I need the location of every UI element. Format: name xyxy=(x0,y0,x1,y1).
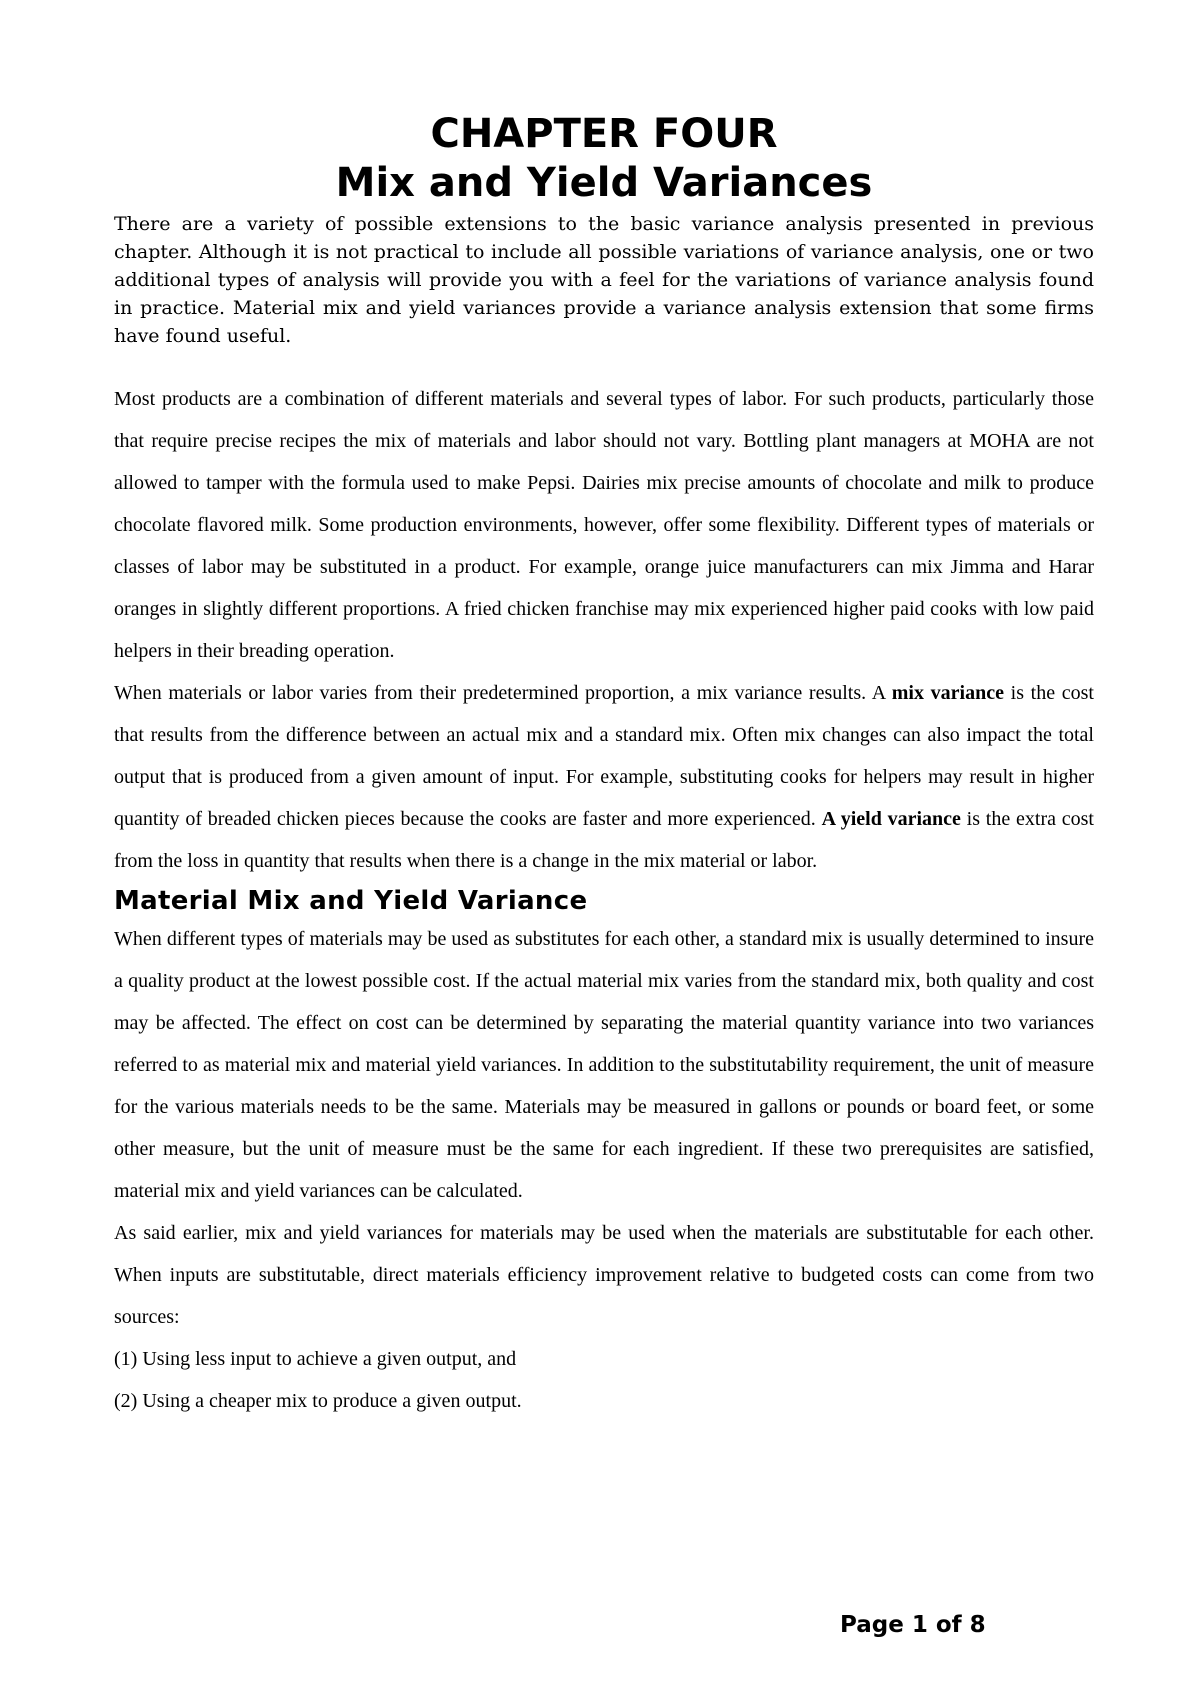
section-paragraph-1: When different types of materials may be used as substitutes for each other, a standard mix is usually determined to insure a quality product at the lowest possible cost. If the actual material mix varies from the standard mix, both quality and cost may be affected. The effect on cost can be determined by separating the material quantity variance into two variances referred to as material mix and material yield variances. In addition to the substitutability requirement, the unit of measure for the various materials needs to be the same. Materials may be measured in gallons or pounds or board feet, or some other measure, but the unit of measure must be the same for each ingredient. If these two prerequisites are satisfied, material mix and yield variances can be calculated. xyxy=(114,928,1094,1202)
mix-text-3: is the extra cost from the loss in quantity that results when there is a change in the mix material or labor. xyxy=(114,808,1094,872)
mix-text-1: When materials or labor varies from their predetermined proportion, a mix variance results. A xyxy=(114,682,892,704)
mix-variance-term: mix variance xyxy=(891,682,1004,704)
intro-paragraph: There are a variety of possible extensions to the basic variance analysis presented in previous chapter. Although it is not practical to include all possible variations of variance analysis, one or two additional types of analysis will provide you with a feel for the variations of variance analysis found in practice. Material mix and yield variances provide a variance analysis extension that some firms have found useful. xyxy=(114,213,1094,347)
mix-variance-paragraph xyxy=(114,672,1094,882)
chapter-subtitle: Mix and Yield Variances xyxy=(335,160,873,206)
section-heading: Material Mix and Yield Variance xyxy=(114,886,588,916)
yield-variance-term: A yield variance xyxy=(821,808,961,830)
section-paragraph-2: As said earlier, mix and yield variances for materials may be used when the materials are substitutable for each other. When inputs are substitutable, direct materials efficiency improvement relative to budgeted costs can come from two sources: xyxy=(114,1222,1094,1328)
paragraph-gap xyxy=(114,350,1094,378)
page-number: Page 1 of 8 xyxy=(840,1612,986,1638)
mix-text-2: is the cost that results from the difference between an actual mix and a standard mix. Often mix changes can also impact the total output that is produced from a given amount of input. For example, substituting cooks for helpers may result in higher quantity of breaded chicken pieces because the cooks are faster and more experienced. xyxy=(114,682,1094,830)
chapter-title: CHAPTER FOUR xyxy=(430,111,778,157)
list-item: (2) Using a cheaper mix to produce a given output. xyxy=(114,1390,522,1412)
list-item: (1) Using less input to achieve a given output, and xyxy=(114,1348,517,1370)
document-page xyxy=(114,110,1094,1422)
products-paragraph: Most products are a combination of different materials and several types of labor. For such products, particularly those that require precise recipes the mix of materials and labor should not vary. Bottling plant managers at MOHA are not allowed to tamper with the formula used to make Pepsi. Dairies mix precise amounts of chocolate and milk to produce chocolate flavored milk. Some production environments, however, offer some flexibility. Different types of materials or classes of labor may be substituted in a product. For example, orange juice manufacturers can mix Jimma and Harar oranges in slightly different proportions. A fried chicken franchise may mix experienced higher paid cooks with low paid helpers in their breading operation. xyxy=(114,388,1094,662)
